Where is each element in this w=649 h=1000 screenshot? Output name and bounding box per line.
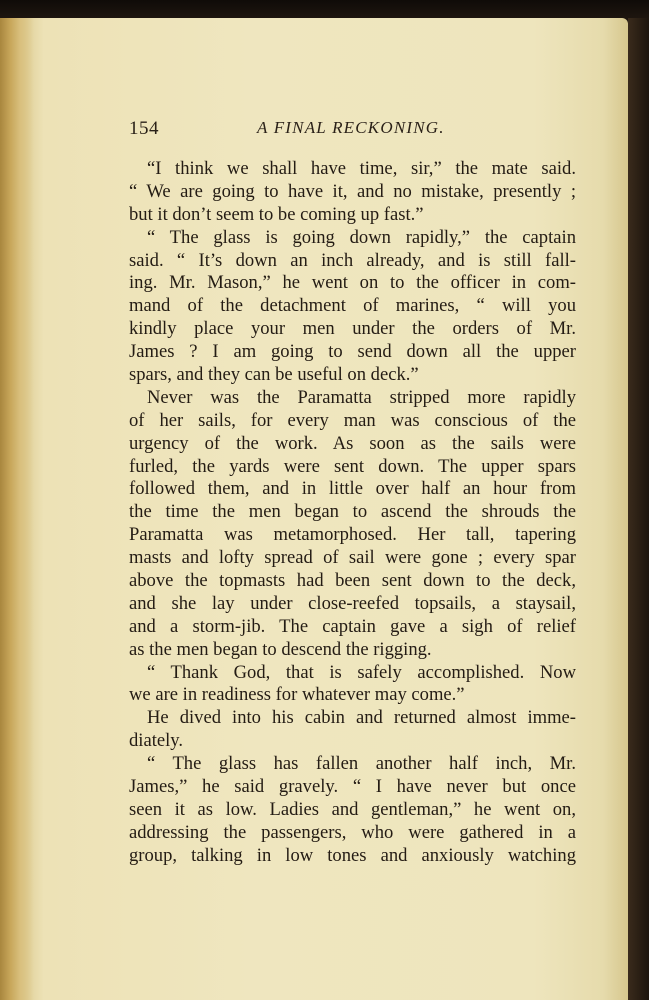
text-line: above the topmasts had been sent down to the deck,: [129, 570, 576, 592]
text-line: “ The glass is going down rapidly,” the captain: [147, 226, 576, 248]
page-number: 154: [129, 118, 159, 139]
text-line: spars, and they can be useful on deck.”: [129, 364, 419, 386]
text-line: we are in readiness for whatever may come.”: [129, 684, 465, 706]
text-line: group, talking in low tones and anxiously watching: [129, 844, 576, 866]
text-line: seen it as low. Ladies and gentleman,” he went on,: [129, 798, 576, 820]
text-line: “I think we shall have time, sir,” the mate said.: [147, 158, 576, 179]
text-line: the time the men began to ascend the shrouds the: [129, 501, 576, 523]
text-line: James,” he said gravely. “ I have never but once: [129, 776, 576, 798]
text-line: as the men began to descend the rigging.: [129, 638, 432, 660]
text-line: of her sails, for every man was conscious of the: [129, 409, 576, 431]
text-line: and a storm-jib. The captain gave a sigh of relief: [129, 615, 576, 637]
text-line: addressing the passengers, who were gathered in a: [129, 821, 576, 843]
body-text: [129, 158, 576, 868]
text-line: mand of the detachment of marines, “ will you: [129, 295, 576, 317]
text-line: and she lay under close-reefed topsails, a staysail,: [129, 592, 576, 614]
text-line: urgency of the work. As soon as the sails were: [129, 432, 576, 454]
text-line: “ Thank God, that is safely accomplished. Now: [147, 661, 576, 683]
text-line: followed them, and in little over half an hour from: [129, 478, 576, 500]
text-line: “ The glass has fallen another half inch, Mr.: [147, 753, 576, 775]
text-line: James ? I am going to send down all the upper: [129, 341, 576, 363]
text-line: ing. Mr. Mason,” he went on to the officer in com-: [129, 272, 576, 294]
text-line: masts and lofty spread of sail were gone ; every spar: [129, 547, 576, 569]
text-line: “ We are going to have it, and no mistake, presently ;: [129, 180, 576, 202]
text-line: Never was the Paramatta stripped more rapidly: [147, 386, 576, 408]
text-line: diately.: [129, 730, 184, 752]
text-line: furled, the yards were sent down. The upper spars: [129, 455, 576, 477]
page-header: [129, 116, 576, 146]
book-spine-shadow: [0, 18, 34, 1000]
text-line: He dived into his cabin and returned almost imme-: [147, 707, 576, 729]
text-line: but it don’t seem to be coming up fast.”: [129, 203, 424, 225]
text-line: said. “ It’s down an inch already, and is still fall-: [129, 249, 576, 271]
running-head: A FINAL RECKONING.: [257, 118, 445, 137]
text-line: Paramatta was metamorphosed. Her tall, tapering: [129, 524, 576, 546]
text-line: kindly place your men under the orders of Mr.: [129, 318, 576, 340]
scan-right-border: [628, 18, 649, 1000]
